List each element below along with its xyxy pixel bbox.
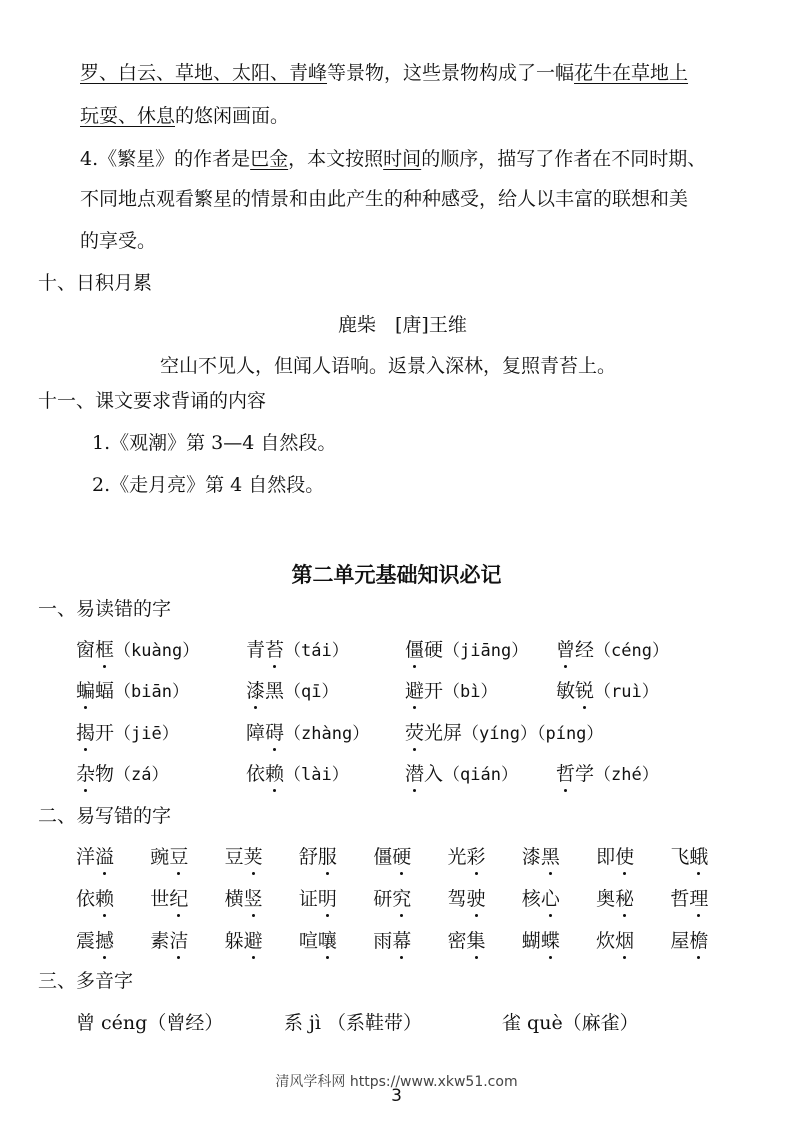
text-line: 罗、白云、草地、太阳、青峰等景物，这些景物构成了一幅花牛在草地上 xyxy=(80,62,689,84)
writing-word xyxy=(670,928,708,954)
char: 研 xyxy=(373,888,393,910)
char: 漆 xyxy=(521,846,541,868)
writing-word xyxy=(596,844,634,870)
reading-item xyxy=(405,720,603,747)
dotted-char: 苔 xyxy=(265,639,285,661)
reading-item xyxy=(556,761,659,788)
dotted-char: 洁 xyxy=(169,930,189,952)
dotted-char: 烟 xyxy=(615,930,635,952)
reading-item xyxy=(246,720,369,747)
pinyin: （zhàng） xyxy=(284,724,370,744)
char: 光屏 xyxy=(424,722,463,744)
char: 密 xyxy=(447,930,467,952)
section-heading: 一、易读错的字 xyxy=(38,598,172,620)
char: 哲 xyxy=(670,888,690,910)
char: 素 xyxy=(150,930,170,952)
reading-item xyxy=(405,637,528,664)
underlined-answer: 花牛在草地上 xyxy=(574,62,689,84)
dotted-char: 纪 xyxy=(169,888,189,910)
dotted-char: 蝙 xyxy=(76,680,96,702)
reading-item xyxy=(76,637,199,664)
char: 入 xyxy=(424,763,444,785)
writing-word xyxy=(76,886,114,912)
dotted-char: 赖 xyxy=(265,763,285,785)
pinyin: （yíng）（píng） xyxy=(462,724,604,744)
pinyin: （zhé） xyxy=(594,765,659,785)
pinyin: （jiē） xyxy=(114,724,179,744)
writing-word xyxy=(225,886,263,912)
dotted-char: 溢 xyxy=(95,846,115,868)
pinyin: （lài） xyxy=(284,765,349,785)
polyphone-item: 曾 céng（曾经） xyxy=(76,1012,224,1034)
writing-word xyxy=(150,886,188,912)
char: 蝴 xyxy=(521,930,541,952)
writing-word xyxy=(522,928,560,954)
underlined-answer: 玩耍、休息 xyxy=(80,105,176,127)
char: 光 xyxy=(447,846,467,868)
dotted-char: 蝶 xyxy=(540,930,560,952)
writing-word xyxy=(76,844,114,870)
pinyin: （biān） xyxy=(114,682,189,702)
text-line: 的享受。 xyxy=(80,230,157,252)
writing-word xyxy=(225,844,263,870)
pinyin: （zá） xyxy=(114,765,169,785)
char: 即 xyxy=(596,846,616,868)
char: 青 xyxy=(246,639,266,661)
dotted-char: 碍 xyxy=(265,722,285,744)
dotted-char: 竖 xyxy=(243,888,263,910)
char: 核 xyxy=(521,888,541,910)
dotted-char: 杂 xyxy=(76,763,96,785)
poem-title: 鹿柴 [唐]王维 xyxy=(338,314,467,336)
char: 物 xyxy=(95,763,115,785)
writing-word xyxy=(596,928,634,954)
char: 洋 xyxy=(76,846,96,868)
writing-word xyxy=(522,844,560,870)
char: 喧 xyxy=(298,930,318,952)
dotted-char: 服 xyxy=(317,846,337,868)
polyphone-item: 系 jì （系鞋带） xyxy=(284,1012,423,1034)
reading-item xyxy=(405,761,518,788)
char: 飞 xyxy=(670,846,690,868)
char: 敏 xyxy=(556,680,576,702)
dotted-char: 集 xyxy=(466,930,486,952)
section-heading: 二、易写错的字 xyxy=(38,805,172,827)
char: 豆 xyxy=(224,846,244,868)
section-heading: 十、日积月累 xyxy=(38,272,153,294)
pinyin: （qián） xyxy=(443,765,518,785)
writing-word xyxy=(299,928,337,954)
text-line: 不同地点观看繁星的情景和由此产生的种种感受，给人以丰富的联想和美 xyxy=(80,188,689,210)
dotted-char: 秘 xyxy=(615,888,635,910)
writing-word xyxy=(373,844,411,870)
dotted-char: 彩 xyxy=(466,846,486,868)
char: 屋 xyxy=(670,930,690,952)
char: 躲 xyxy=(224,930,244,952)
dotted-char: 锐 xyxy=(575,680,595,702)
pinyin: （ruì） xyxy=(594,682,659,702)
reading-item xyxy=(556,637,669,664)
poem-text: 空山不见人，但闻人语响。返景入深林，复照青苔上。 xyxy=(160,355,617,377)
dotted-char: 硬 xyxy=(392,846,412,868)
reading-item xyxy=(246,637,349,664)
writing-word xyxy=(448,844,486,870)
char: 开 xyxy=(424,680,444,702)
dotted-char: 荧 xyxy=(405,722,425,744)
writing-word xyxy=(448,886,486,912)
section-heading: 十一、课文要求背诵的内容 xyxy=(38,390,267,412)
reading-item xyxy=(76,761,169,788)
writing-word xyxy=(448,928,486,954)
char: 炊 xyxy=(596,930,616,952)
dotted-char: 漆 xyxy=(246,680,266,702)
char: 窗 xyxy=(76,639,96,661)
char: 经 xyxy=(575,639,595,661)
char: 雨 xyxy=(373,930,393,952)
writing-word xyxy=(150,928,188,954)
writing-word xyxy=(596,886,634,912)
writing-word xyxy=(373,886,411,912)
char: 横 xyxy=(224,888,244,910)
underlined-answer: 巴金 xyxy=(250,148,289,170)
writing-word xyxy=(670,886,708,912)
pinyin: （céng） xyxy=(594,641,669,661)
char: 硬 xyxy=(424,639,444,661)
char: 僵 xyxy=(373,846,393,868)
dotted-char: 潜 xyxy=(405,763,425,785)
underlined-answer: 时间 xyxy=(383,148,422,170)
char: 黑 xyxy=(265,680,285,702)
char: 舒 xyxy=(298,846,318,868)
char: 证 xyxy=(298,888,318,910)
dotted-char: 嚷 xyxy=(317,930,337,952)
dotted-char: 黑 xyxy=(540,846,560,868)
reading-item xyxy=(76,678,189,705)
text-line: 玩耍、休息的悠闲画面。 xyxy=(80,105,290,127)
dotted-char: 幕 xyxy=(392,930,412,952)
dotted-char: 赖 xyxy=(95,888,115,910)
pinyin: （kuàng） xyxy=(114,641,200,661)
dotted-char: 蛾 xyxy=(689,846,709,868)
char: 依 xyxy=(76,888,96,910)
dotted-char: 使 xyxy=(615,846,635,868)
char: 震 xyxy=(76,930,96,952)
pinyin: （jiāng） xyxy=(443,641,529,661)
dotted-char: 哲 xyxy=(556,763,576,785)
char: 世 xyxy=(150,888,170,910)
dotted-char: 避 xyxy=(243,930,263,952)
reading-item xyxy=(556,678,659,705)
writing-word xyxy=(225,928,263,954)
char: 开 xyxy=(95,722,115,744)
section-heading: 三、多音字 xyxy=(38,970,134,992)
char: 奥 xyxy=(596,888,616,910)
pinyin: （tái） xyxy=(284,641,349,661)
char: 驾 xyxy=(447,888,467,910)
dotted-char: 框 xyxy=(95,639,115,661)
underlined-answer: 罗、白云、草地、太阳、青峰 xyxy=(80,62,328,84)
dotted-char: 撼 xyxy=(95,930,115,952)
dotted-char: 曾 xyxy=(556,639,576,661)
list-item: 2.《走月亮》第 4 自然段。 xyxy=(92,474,325,496)
writing-word xyxy=(522,886,560,912)
char: 豌 xyxy=(150,846,170,868)
page-number: 3 xyxy=(391,1086,402,1106)
list-item: 1.《观潮》第 3—4 自然段。 xyxy=(92,432,337,454)
text-line: 4.《繁星》的作者是巴金，本文按照时间的顺序，描写了作者在不同时期、 xyxy=(80,148,707,170)
footer-watermark: 清风学科网 https://www.xkw51.com xyxy=(275,1074,518,1090)
dotted-char: 揭 xyxy=(76,722,96,744)
dotted-char: 避 xyxy=(405,680,425,702)
writing-word xyxy=(76,928,114,954)
char: 障 xyxy=(246,722,266,744)
char: 蝠 xyxy=(95,680,115,702)
pinyin: （qī） xyxy=(284,682,339,702)
writing-word xyxy=(299,886,337,912)
pinyin: （bì） xyxy=(443,682,498,702)
reading-item xyxy=(405,678,498,705)
char: 学 xyxy=(575,763,595,785)
reading-item xyxy=(246,678,339,705)
char: 依 xyxy=(246,763,266,785)
dotted-char: 究 xyxy=(392,888,412,910)
dotted-char: 僵 xyxy=(405,639,425,661)
dotted-char: 荚 xyxy=(243,846,263,868)
polyphone-item: 雀 què（麻雀） xyxy=(502,1012,639,1034)
dotted-char: 心 xyxy=(540,888,560,910)
dotted-char: 理 xyxy=(689,888,709,910)
dotted-char: 驶 xyxy=(466,888,486,910)
reading-item xyxy=(76,720,179,747)
unit-title: 第二单元基础知识必记 xyxy=(291,563,502,587)
writing-word xyxy=(299,844,337,870)
writing-word xyxy=(150,844,188,870)
dotted-char: 豆 xyxy=(169,846,189,868)
reading-item xyxy=(246,761,349,788)
writing-word xyxy=(670,844,708,870)
dotted-char: 明 xyxy=(317,888,337,910)
writing-word xyxy=(373,928,411,954)
dotted-char: 檐 xyxy=(689,930,709,952)
